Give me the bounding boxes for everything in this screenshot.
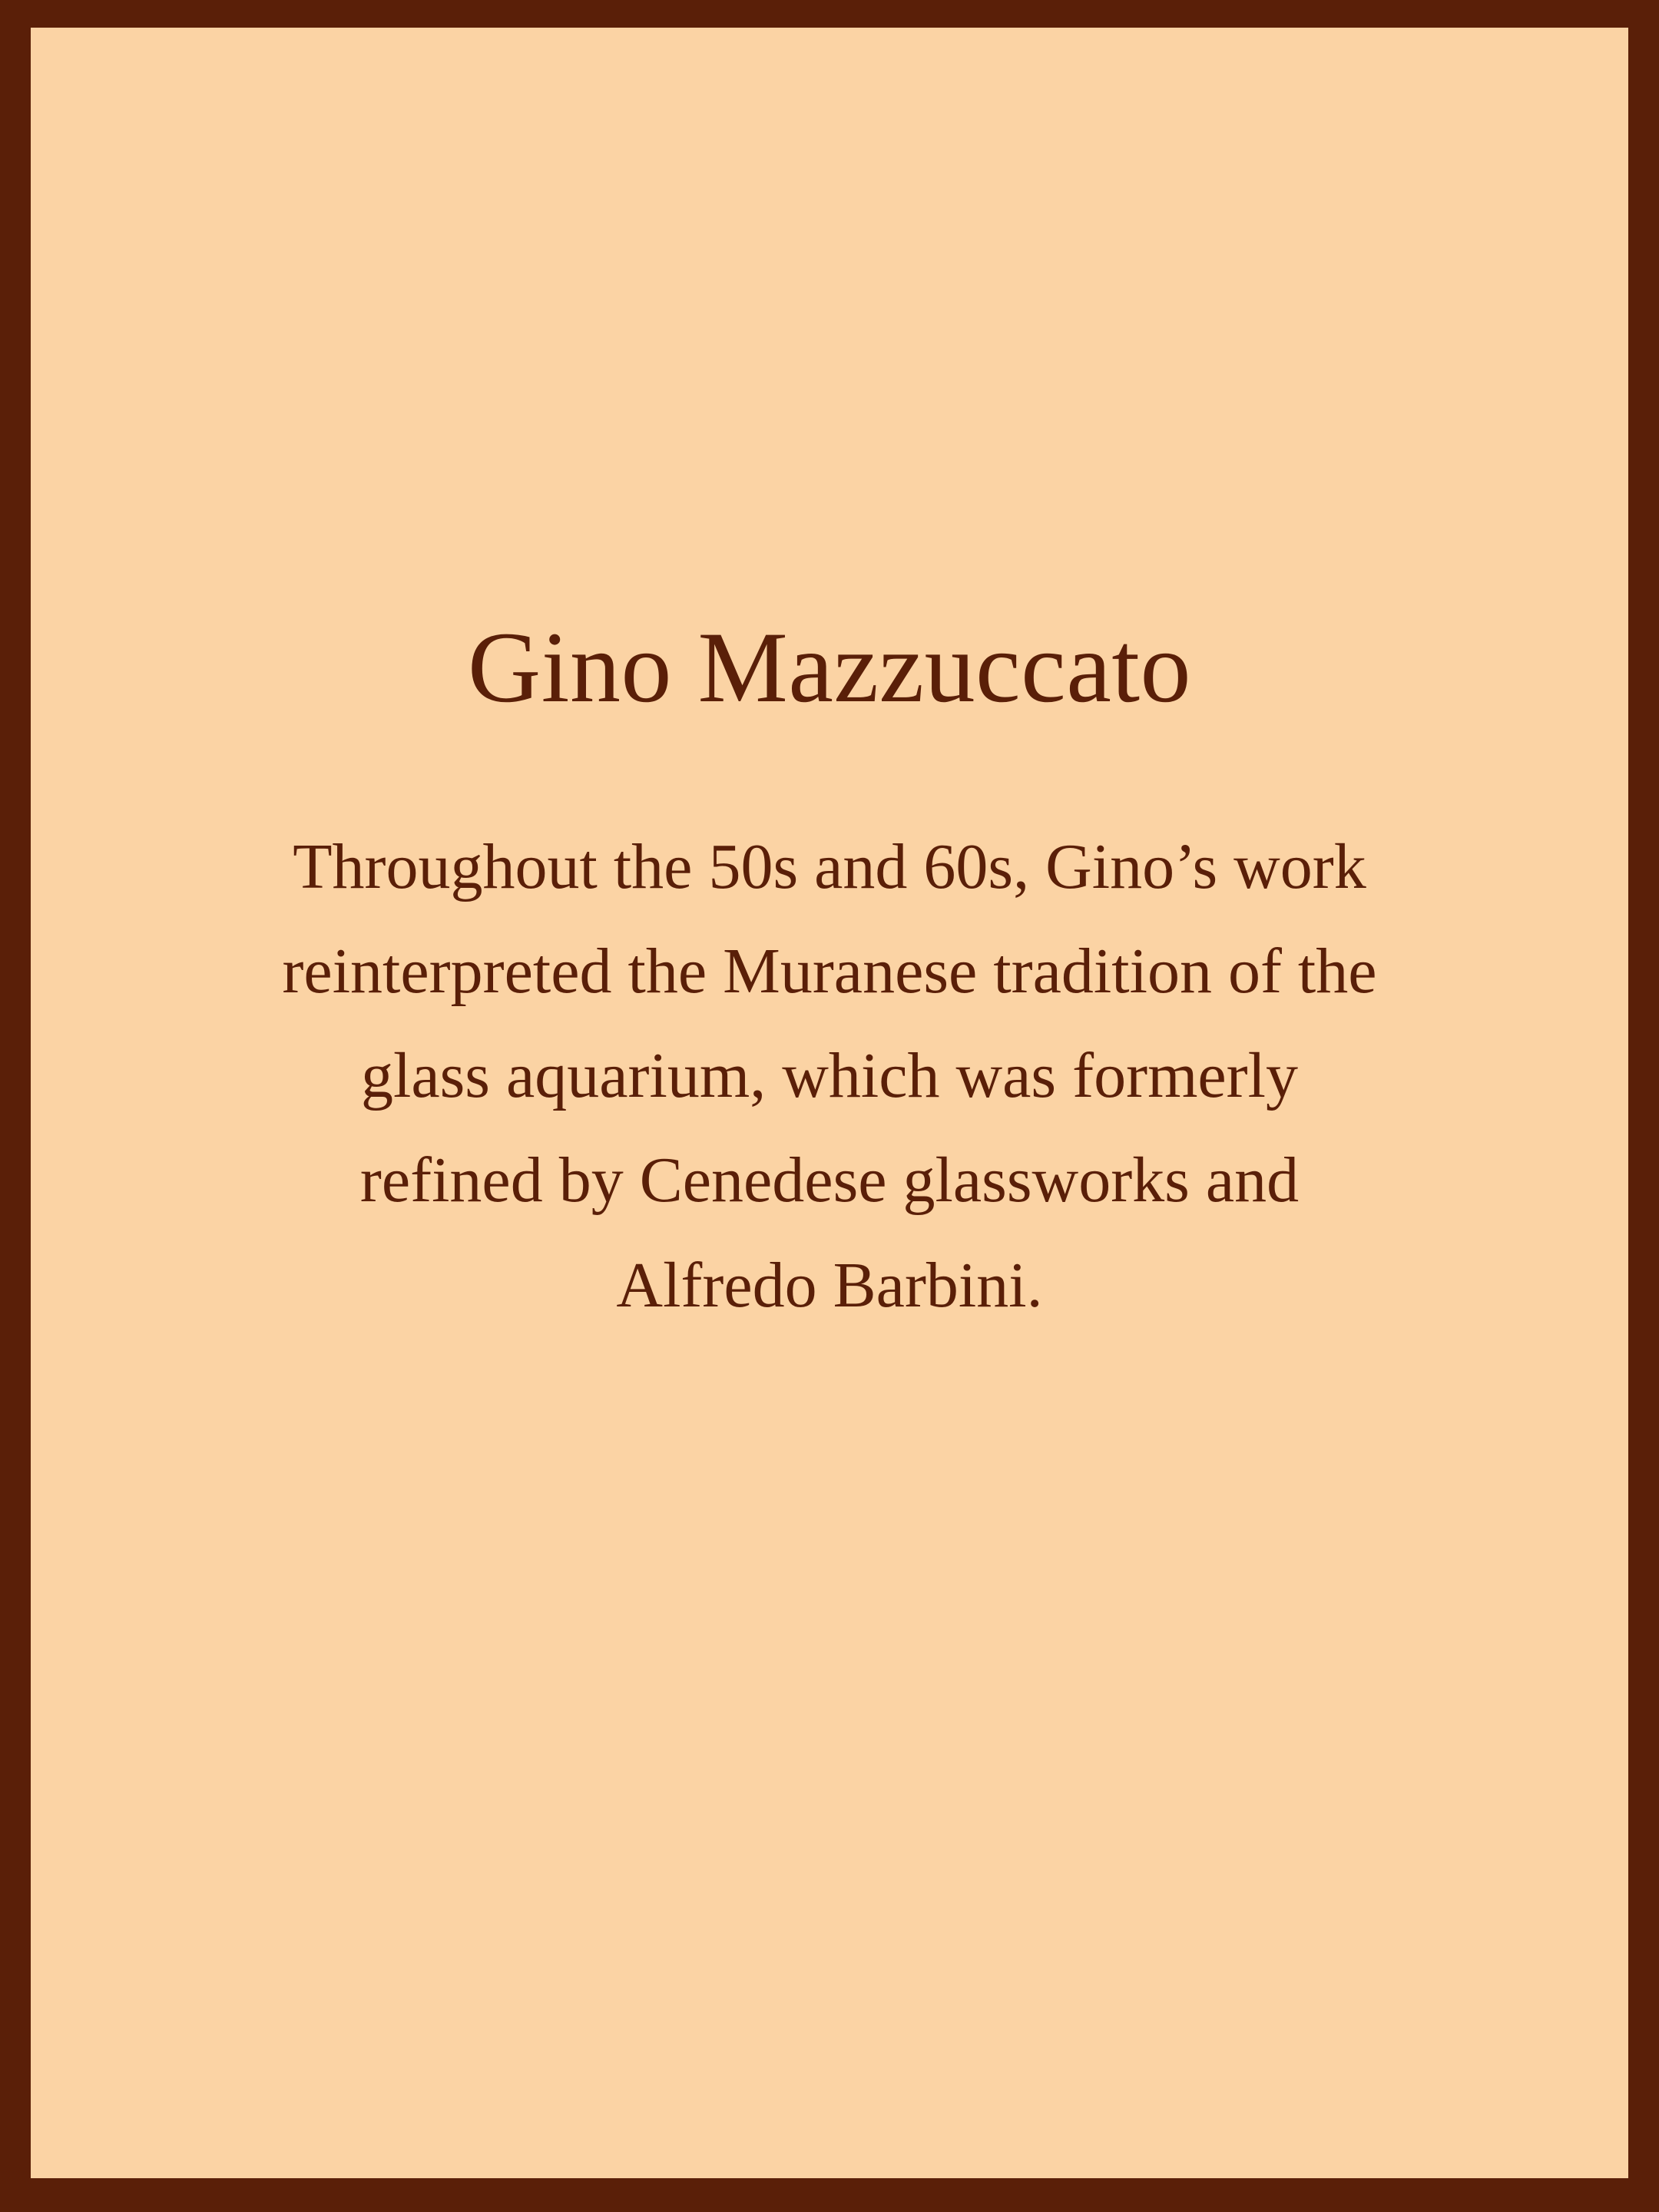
- page-title: Gino Mazzuccato: [467, 611, 1192, 724]
- info-card: [31, 28, 1628, 2178]
- card-content: [253, 611, 1406, 1338]
- card-body-text: Throughout the 50s and 60s, Gino’s work reinterpreted the Muranese tradition of the glass aquarium, which was formerly refined by Cenedese glassworks and Alfredo Barbini.: [282, 831, 1377, 1321]
